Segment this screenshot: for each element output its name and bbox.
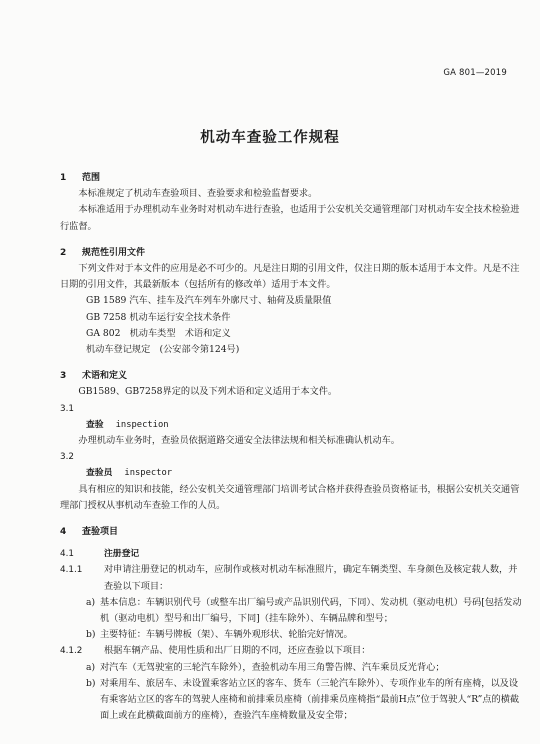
document-title: 机动车查验工作规程 (200, 130, 340, 146)
section-title: 范围 (82, 173, 101, 183)
standard-code: GA 801—2019 (443, 68, 507, 78)
clause-text: 根据车辆产品、使用性质和出厂日期的不同，还应查验以下项目： (104, 645, 371, 657)
section-3-heading (60, 368, 522, 384)
term-number: 3.2 (60, 452, 74, 463)
section-title: 规范性引用文件 (82, 247, 146, 258)
document-body (60, 170, 522, 725)
section-1-heading (60, 170, 522, 186)
list-item (60, 676, 522, 725)
term-en: inspector (124, 468, 173, 479)
list-item (60, 627, 522, 643)
term-definition: 办理机动车业务时，查验员依据道路交通安全法律法规和相关标准确认机动车。 (78, 435, 400, 447)
paragraph: 本标准适用于办理机动车业务时对机动车进行查验，也适用于公安机关交通管理部门对机动车安全技术检验进行监督。 (60, 204, 520, 232)
list-item-text: 基本信息：车辆识别代号（或整车出厂编号或产品识别代码，下同）、发动机（驱动电机）号码[包括发动机（驱动电机）型号和出厂编号，下同]（挂车除外）、车辆品牌和型号； (100, 596, 522, 625)
term-en: inspection (115, 419, 169, 430)
section-number: 2 (60, 247, 67, 258)
section-number: 4 (60, 527, 67, 538)
term-zh: 查验员 (86, 468, 113, 479)
list-item (60, 595, 522, 627)
term-zh: 查验 (86, 419, 104, 430)
list-item (60, 660, 522, 676)
reference-item: GA 802 机动车类型 术语和定义 (86, 327, 231, 339)
list-item-text: 对汽车（无驾驶室的三轮汽车除外），查验机动车用三角警告牌、汽车乘员反光背心； (100, 661, 445, 673)
paragraph: 下列文件对于本文件的应用是必不可少的。凡是注日期的引用文件，仅注日期的版本适用于本文件。凡是不注日期的引用文件，其最新版本（包括所有的修改单）适用于本文件。 (60, 263, 520, 291)
subsection-4-1-heading (60, 546, 522, 562)
reference-item: 机动车登记规定 (公安部令第124号) (86, 344, 240, 356)
list-marker: a) (86, 596, 96, 608)
term-definition: 具有相应的知识和技能，经公安机关交通管理部门培训考试合格并获得查验员资格证书，根据公安机关交通管理部门授权从事机动车查验工作的人员。 (60, 483, 520, 511)
list-item-text: 主要特征：车辆号牌板（架）、车辆外观形状、轮胎完好情况。 (100, 629, 353, 641)
clause-number: 4.1.1 (60, 565, 83, 576)
list-marker: b) (86, 629, 96, 641)
section-2-heading (60, 245, 522, 261)
clause-4-1-2 (60, 643, 522, 659)
reference-item: GB 7258 机动车运行安全技术条件 (86, 311, 231, 323)
term-heading (60, 417, 522, 433)
clause-number: 4.1.2 (60, 646, 83, 657)
clause-text: 对申请注册登记的机动车，应制作或核对机动车标准照片，确定车辆类型、车身颜色及核定载人数，并查验以下项目： (104, 564, 518, 592)
term-number: 3.1 (60, 403, 74, 414)
section-number: 3 (60, 371, 67, 382)
clause-4-1-1 (60, 562, 522, 594)
list-marker: b) (86, 677, 96, 689)
reference-item: GB 1589 汽车、挂车及汽车列车外廓尺寸、轴荷及质量限值 (86, 295, 332, 307)
list-marker: a) (86, 661, 96, 673)
section-4-heading (60, 524, 522, 540)
section-title: 查验项目 (82, 527, 119, 538)
paragraph: 本标准规定了机动车查验项目、查验要求和检验监督要求。 (78, 188, 318, 200)
section-title: 术语和定义 (82, 371, 128, 382)
paragraph: GB1589、GB7258界定的以及下列术语和定义适用于本文件。 (78, 386, 338, 398)
section-number: 1 (60, 173, 67, 183)
term-heading (60, 465, 522, 481)
subsection-title: 注册登记 (104, 549, 140, 560)
list-item-text: 对乘用车、旅居车、未设置乘客站立区的客车、货车（三轮汽车除外）、专项作业车的所有座椅，以及设有乘客站立区的客车的驾驶人座椅和前排乘员座椅（前排乘员座椅指“最前H点”位于驾驶人“R”点的横截面上或在此横截面前方的座椅），查验汽车座椅数量及安全带； (100, 677, 520, 722)
subsection-number: 4.1 (60, 549, 74, 560)
